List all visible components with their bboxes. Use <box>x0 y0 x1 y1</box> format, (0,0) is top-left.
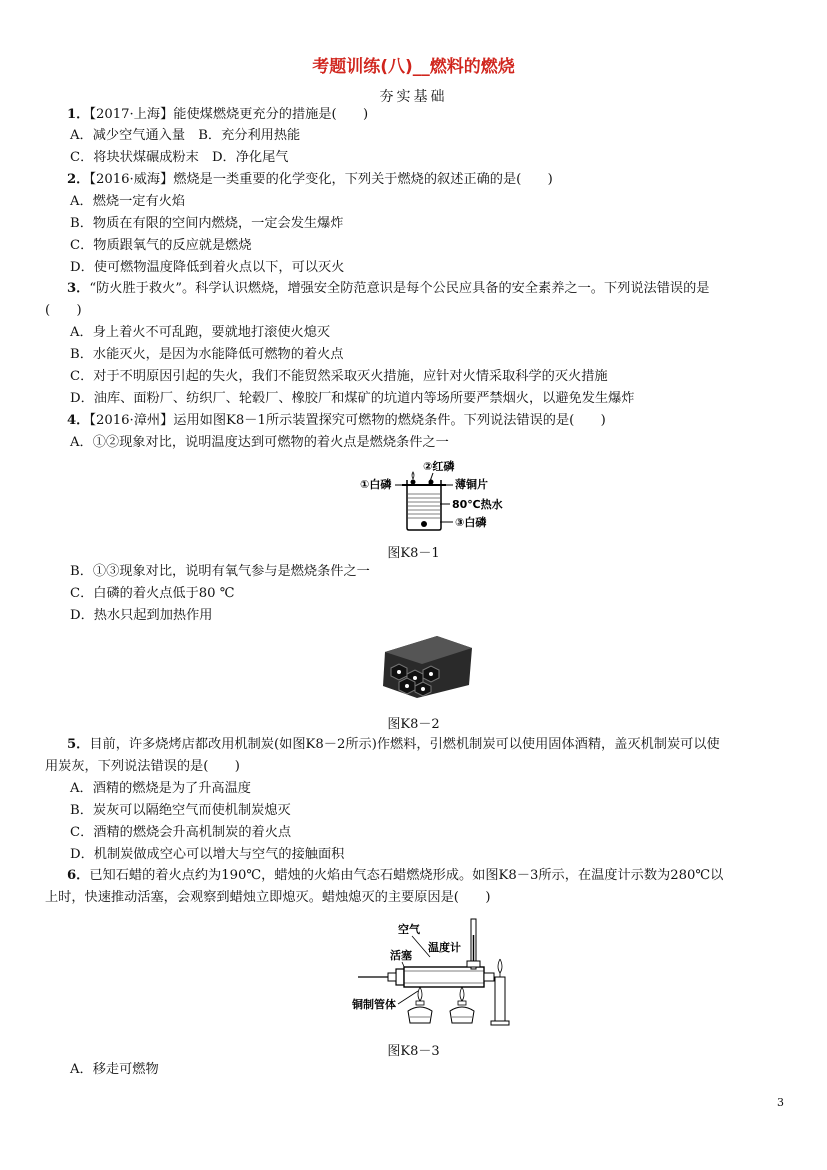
question-2-option-d: D．使可燃物温度降低到着火点以下，可以灭火 <box>70 260 345 275</box>
question-number: 6． <box>67 868 90 883</box>
copper-tube <box>404 967 484 987</box>
red-phosphorus-icon <box>429 480 434 485</box>
label-copper-sheet: 薄铜片 <box>455 478 488 491</box>
label-white-phosphorus-3: ③白磷 <box>455 516 487 529</box>
page-number: 3 <box>777 1096 784 1109</box>
question-number: 2． <box>67 172 90 187</box>
label-air: 空气 <box>398 923 420 936</box>
question-3-stem-continued: ( ) <box>45 303 82 318</box>
question-6-stem: 6．已知石蜡的着火点约为190℃，蜡烛的火焰由气态石蜡燃烧形成。如图K8－3所示，在温度计示数为280℃以 <box>67 868 724 883</box>
alcohol-lamp-2 <box>450 987 474 1023</box>
question-4-option-a: A．①②现象对比，说明温度达到可燃物的着火点是燃烧条件之一 <box>70 435 449 450</box>
question-5-stem: 5．目前，许多烧烤店都改用机制炭(如图K8－2所示)作燃料，引燃机制炭可以使用固体酒精，盖灭机制炭可以使 <box>67 737 720 752</box>
question-1-options-ab: A．减少空气通入量 B．充分利用热能 <box>70 128 301 143</box>
piston <box>396 969 404 985</box>
question-3-stem: 3．“防火胜于救火”。科学认识燃烧，增强安全防范意识是每个公民应具备的安全素养之一。下列说法错误的是 <box>67 281 710 296</box>
label-white-phosphorus-1: ①白磷 <box>360 478 392 491</box>
question-4-stem: 4．【2016·漳州】运用如图K8－1所示装置探究可燃物的燃烧条件。下列说法错误的是( ) <box>67 413 606 428</box>
figure-k8-2 <box>377 630 477 700</box>
alcohol-lamp-1 <box>408 987 432 1023</box>
question-1-stem: 1．【2017·上海】能使煤燃烧更充分的措施是( ) <box>67 107 369 122</box>
question-4-option-c: C．白磷的着火点低于80 ℃ <box>70 586 235 601</box>
question-5-option-b: B．炭灰可以隔绝空气而使机制炭熄灭 <box>70 803 291 818</box>
label-copper-tube: 铜制管体 <box>352 998 396 1011</box>
figure-k8-1-caption: 图K8－1 <box>387 546 440 561</box>
flame-icon <box>412 472 414 479</box>
question-5-option-c: C．酒精的燃烧会升高机制炭的着火点 <box>70 825 292 840</box>
question-5-option-a: A．酒精的燃烧是为了升高温度 <box>70 781 251 796</box>
label-piston: 活塞 <box>390 949 412 962</box>
question-2-option-c: C．物质跟氧气的反应就是燃烧 <box>70 238 252 253</box>
question-5-stem-continued: 用炭灰，下列说法错误的是( ) <box>45 759 240 774</box>
question-2-option-b: B．物质在有限的空间内燃烧，一定会发生爆炸 <box>70 216 344 231</box>
figure-k8-3 <box>350 915 515 1030</box>
label-red-phosphorus: ②红磷 <box>423 460 455 473</box>
question-3-option-d: D．油库、面粉厂、纺织厂、轮毂厂、橡胶厂和煤矿的坑道内等场所要严禁烟火，以避免发生爆炸 <box>70 391 635 406</box>
question-6-stem-continued: 上时，快速推动活塞，会观察到蜡烛立即熄灭。蜡烛熄灭的主要原因是( ) <box>45 890 491 905</box>
question-5-option-d: D．机制炭做成空心可以增大与空气的接触面积 <box>70 847 345 862</box>
question-2-stem: 2．【2016·威海】燃烧是一类重要的化学变化，下列关于燃烧的叙述正确的是( ) <box>67 172 553 187</box>
figure-k8-1 <box>355 458 515 534</box>
section-heading: 夯实基础 <box>379 89 448 105</box>
label-hot-water: 80℃热水 <box>452 498 503 511</box>
question-6-option-a: A．移走可燃物 <box>70 1062 159 1077</box>
question-number: 3． <box>67 281 90 296</box>
white-phosphorus-icon <box>411 480 416 485</box>
question-number: 5． <box>67 737 90 752</box>
question-3-option-b: B．水能灭火，是因为水能降低可燃物的着火点 <box>70 347 344 362</box>
figure-k8-2-caption: 图K8－2 <box>387 717 440 732</box>
question-4-option-d: D．热水只起到加热作用 <box>70 608 213 623</box>
question-number: 4． <box>67 413 90 428</box>
question-1-options-cd: C．将块状煤碾成粉末 D．净化尾气 <box>70 150 289 165</box>
label-thermometer: 温度计 <box>428 941 461 954</box>
question-3-option-a: A．身上着火不可乱跑，要就地打滚使火熄灭 <box>70 325 331 340</box>
question-2-option-a: A．燃烧一定有火焰 <box>70 194 186 209</box>
question-3-option-c: C．对于不明原因引起的失火，我们不能贸然采取灭火措施，应针对火情采取科学的灭火措施 <box>70 369 608 384</box>
figure-k8-3-caption: 图K8－3 <box>387 1044 440 1059</box>
submerged-phosphorus-icon <box>421 521 427 527</box>
page-title: 考题训练(八)__燃料的燃烧 <box>312 57 515 77</box>
question-4-option-b: B．①③现象对比，说明有氧气参与是燃烧条件之一 <box>70 564 370 579</box>
question-number: 1． <box>67 107 90 122</box>
candle-icon <box>491 959 509 1025</box>
